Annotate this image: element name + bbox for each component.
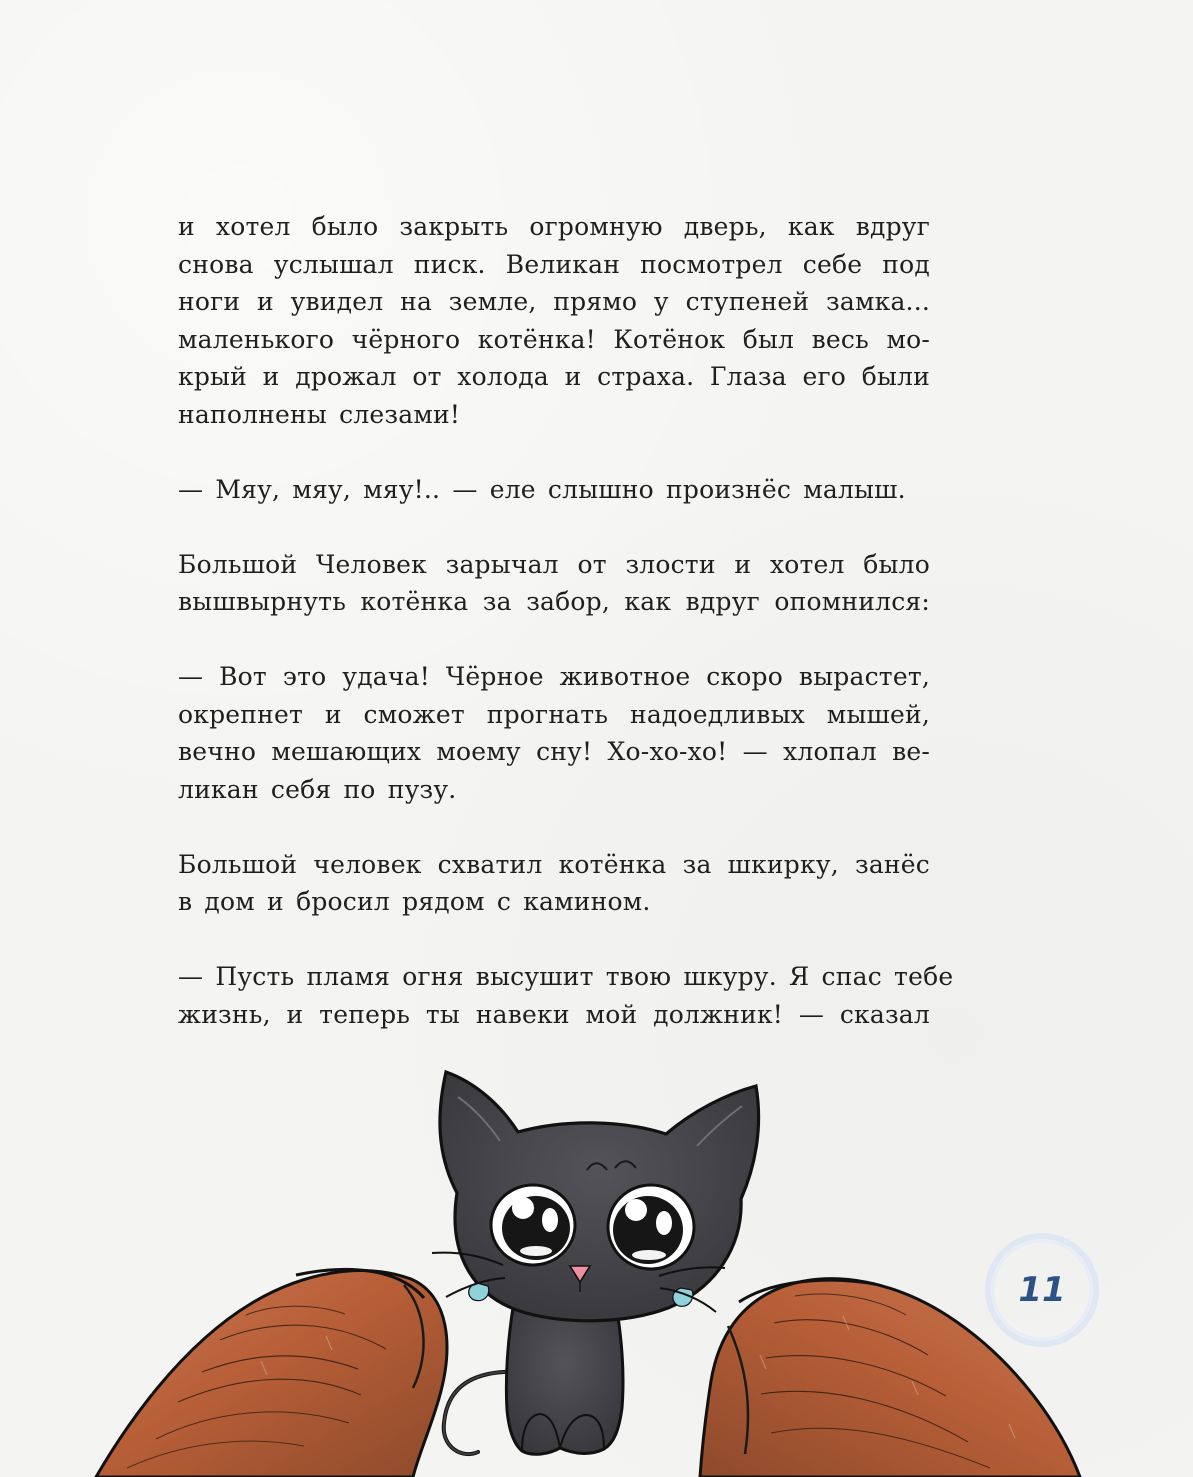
story-line: наполнены слезами! <box>178 399 461 429</box>
story-line: жизнь, и теперь ты навеки мой должник! — сказал <box>178 999 930 1029</box>
story-line: окрепнет и сможет прогнать надоедливых мышей, <box>178 699 930 729</box>
page-number: 11 <box>1018 1270 1066 1310</box>
story-line: в дом и бросил рядом с камином. <box>178 887 651 916</box>
story-line: снова услышал писк. Великан посмотрел себе под <box>178 249 930 279</box>
page-number-badge <box>980 1228 1104 1352</box>
paragraph-5 <box>178 846 930 921</box>
paragraph-3 <box>178 546 930 621</box>
story-line: — Мяу, мяу, мяу!.. — еле слышно произнёс малыш. <box>178 474 906 504</box>
paragraph-2 <box>178 471 930 509</box>
story-line: крый и дрожал от холода и страха. Глаза его были <box>178 362 930 391</box>
right-eye-icon <box>608 1185 694 1269</box>
story-line: вечно мешающих моему сну! Хо-хо-хо! — хлопал ве- <box>178 737 930 766</box>
story-line: и хотел было закрыть огромную дверь, как вдруг <box>178 212 930 241</box>
story-line: ноги и увидел на земле, прямо у ступеней замка... <box>178 287 930 316</box>
story-text <box>178 208 954 1033</box>
paragraph-6 <box>178 958 954 1033</box>
left-log-stump <box>96 1269 447 1477</box>
paragraph-1 <box>178 208 930 433</box>
story-line: маленького чёрного котёнка! Котёнок был весь мо- <box>178 324 930 354</box>
story-line: Большой Человек зарычал от злости и хотел было <box>178 549 930 579</box>
left-eye-icon <box>491 1185 575 1265</box>
story-line: — Пусть пламя огня высушит твою шкуру. Я спас тебе <box>178 962 954 991</box>
story-line: Большой человек схватил котёнка за шкирку, занёс <box>178 849 930 879</box>
story-line: ликан себя по пузу. <box>178 774 457 804</box>
story-line: — Вот это удача! Чёрное животное скоро вырастет, <box>178 662 930 691</box>
story-line: вышвырнуть котёнка за забор, как вдруг опомнился: <box>178 587 930 616</box>
paragraph-4 <box>178 658 930 808</box>
